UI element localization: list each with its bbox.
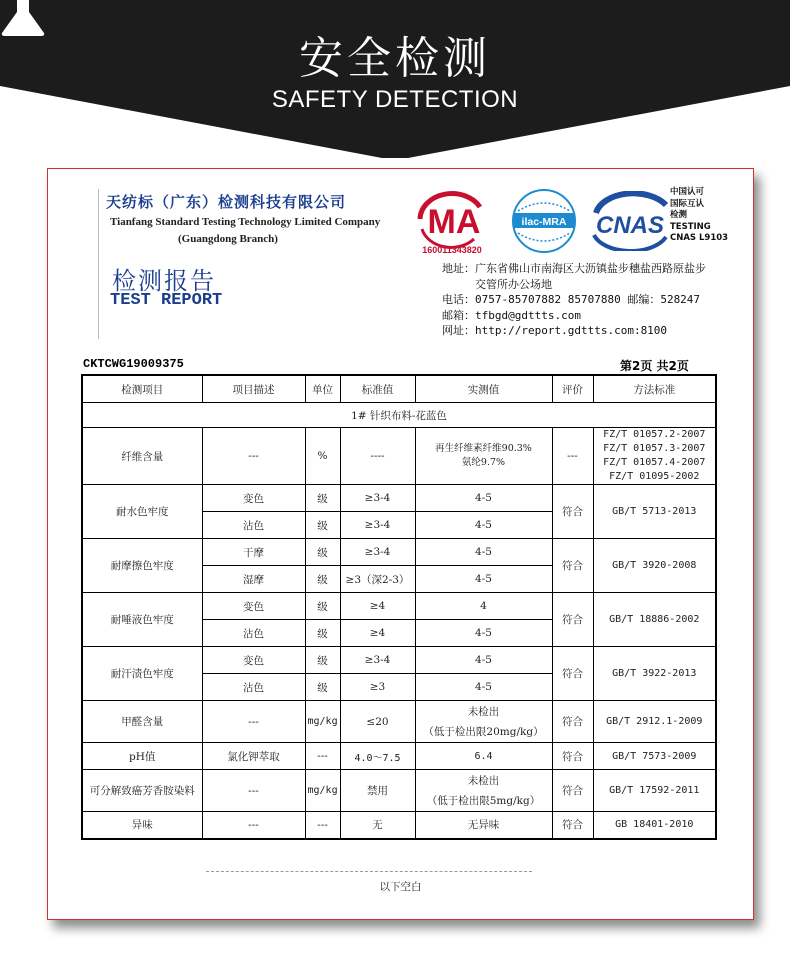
table-cell: GB 18401-2010 (593, 812, 716, 839)
text: 氨纶9.7% (461, 457, 506, 468)
header-cell: 项目描述 (202, 375, 305, 403)
table-cell: 耐摩擦色牢度 (82, 539, 202, 593)
table-cell: 级 (305, 593, 340, 620)
table-cell: 湿摩 (202, 566, 305, 593)
table-cell: mg/kg (305, 770, 340, 812)
table-cell: ≤20 (340, 701, 415, 743)
table-cell: ≥3-4 (340, 512, 415, 539)
report-title-en: TEST REPORT (110, 291, 223, 310)
table-cell: --- (305, 812, 340, 839)
table-row (82, 539, 716, 566)
table-cell: ≥3-4 (340, 485, 415, 512)
divider (98, 189, 99, 339)
table-cell: 符合 (552, 593, 593, 647)
table-cell: ≥3 (340, 674, 415, 701)
table-cell: 级 (305, 620, 340, 647)
contact-info (442, 261, 706, 339)
company-name-en: Tianfang Standard Testing Technology Limited Company (110, 216, 381, 228)
table-cell: 沾色 (202, 674, 305, 701)
table-cell (415, 428, 552, 485)
email: 邮箱：tfbgd@gdttts.com (442, 308, 581, 322)
text: 中国认可 (670, 187, 705, 197)
address-line-1: 地址：广东省佛山市南海区大沥镇盐步穗盐西路原盐步 (442, 262, 706, 275)
text: 检测 (670, 210, 688, 220)
table-cell: --- (305, 743, 340, 770)
table-cell: 4.0～7.5 (340, 743, 415, 770)
table-row (82, 647, 716, 674)
table-cell: GB/T 3922-2013 (593, 647, 716, 701)
phone: 电话：0757-85707882 85707880 邮编：528247 (442, 293, 701, 306)
table-cell: GB/T 18886-2002 (593, 593, 716, 647)
table-cell: GB/T 5713-2013 (593, 485, 716, 539)
table-cell: --- (202, 428, 305, 485)
table-cell: --- (202, 701, 305, 743)
table-cell: mg/kg (305, 701, 340, 743)
report-number: CKTCWG19009375 (83, 357, 184, 371)
text: CNAS L9103 (670, 233, 729, 243)
table-cell (415, 770, 552, 812)
table-cell: 沾色 (202, 620, 305, 647)
table-row (82, 403, 716, 428)
table-cell: 甲醛含量 (82, 701, 202, 743)
table-cell: 沾色 (202, 512, 305, 539)
ilac-logo-text: ilac-MRA (521, 216, 567, 228)
cma-logo-text: MA (427, 203, 481, 241)
header-cell: 标准值 (340, 375, 415, 403)
text: （低于检出限20mg/kg） (423, 725, 544, 738)
table-cell: 4-5 (415, 566, 552, 593)
table-cell: 符合 (552, 812, 593, 839)
table-cell: 禁用 (340, 770, 415, 812)
results-table (81, 374, 717, 840)
table-cell: 变色 (202, 593, 305, 620)
cnas-cert-text (670, 187, 728, 245)
table-cell: ---- (340, 428, 415, 485)
website: 网址：http://report.gdttts.com:8100 (442, 324, 668, 337)
page-title: 安全检测 (299, 33, 491, 84)
table-cell: 级 (305, 539, 340, 566)
table-cell: 4-5 (415, 512, 552, 539)
header-cell: 评价 (552, 375, 593, 403)
text: 未检出 (467, 774, 500, 787)
table-row (82, 743, 716, 770)
table-cell: GB/T 7573-2009 (593, 743, 716, 770)
table-row (82, 770, 716, 812)
table-cell: 无异味 (415, 812, 552, 839)
header-cell: 方法标准 (593, 375, 716, 403)
header-cell: 实测值 (415, 375, 552, 403)
table-cell: 符合 (552, 539, 593, 593)
table-cell: 符合 (552, 770, 593, 812)
table-cell (415, 701, 552, 743)
table-cell: 耐汗渍色牢度 (82, 647, 202, 701)
table-cell: 4-5 (415, 647, 552, 674)
table-cell: 耐水色牢度 (82, 485, 202, 539)
table-cell: 4-5 (415, 539, 552, 566)
table-cell: 可分解致癌芳香胺染料 (82, 770, 202, 812)
end-divider (206, 871, 532, 872)
table-cell: --- (202, 812, 305, 839)
table-cell: --- (202, 770, 305, 812)
table-cell: 级 (305, 485, 340, 512)
table-cell: 符合 (552, 701, 593, 743)
table-cell: 异味 (82, 812, 202, 839)
table-row (82, 485, 716, 512)
header-cell: 单位 (305, 375, 340, 403)
sample-section: 1# 针织布料-花蓝色 (82, 403, 716, 428)
text: 未检出 (467, 705, 500, 718)
page-info: 第2页 共2页 (620, 359, 689, 373)
table-cell: pH值 (82, 743, 202, 770)
table-cell: 变色 (202, 485, 305, 512)
table-cell: ≥3（深2-3） (340, 566, 415, 593)
cnas-logo (586, 191, 672, 251)
table-cell: 4 (415, 593, 552, 620)
table-header-row (82, 375, 716, 403)
table-cell: 6.4 (415, 743, 552, 770)
table-cell: GB/T 3920-2008 (593, 539, 716, 593)
address-line-2: 交管所办公场地 (475, 277, 552, 291)
banner (0, 0, 790, 158)
table-cell: 耐唾液色牢度 (82, 593, 202, 647)
text: TESTING (670, 221, 711, 232)
table-cell (593, 428, 716, 485)
text: FZ/T 01057.2-2007 (603, 429, 706, 440)
table-cell: GB/T 2912.1-2009 (593, 701, 716, 743)
text: 再生纤维素纤维90.3% (435, 443, 532, 454)
text: 国际互认 (670, 198, 705, 209)
table-cell: GB/T 17592-2011 (593, 770, 716, 812)
table-row (82, 428, 716, 485)
table-cell: 干摩 (202, 539, 305, 566)
table-cell: 级 (305, 647, 340, 674)
table-cell: ≥3-4 (340, 647, 415, 674)
table-cell: 4-5 (415, 620, 552, 647)
table-cell: 符合 (552, 647, 593, 701)
table-cell: % (305, 428, 340, 485)
ilac-mra-logo (510, 185, 578, 257)
report-title-cn: 检测报告 (112, 267, 216, 295)
table-row (82, 812, 716, 839)
table-cell: 级 (305, 566, 340, 593)
table-row (82, 701, 716, 743)
table-cell: 4-5 (415, 674, 552, 701)
table-cell: 级 (305, 512, 340, 539)
page-subtitle: SAFETY DETECTION (271, 86, 519, 113)
text: FZ/T 01095-2002 (609, 471, 700, 482)
table-cell: ≥3-4 (340, 539, 415, 566)
table-cell: 纤维含量 (82, 428, 202, 485)
table-cell: --- (552, 428, 593, 485)
table-row (82, 593, 716, 620)
cma-number: 160011343820 (422, 245, 482, 255)
company-branch: (Guangdong Branch) (178, 233, 278, 245)
text: （低于检出限5mg/kg） (426, 794, 541, 807)
text: FZ/T 01057.4-2007 (603, 457, 706, 468)
table-cell: 4-5 (415, 485, 552, 512)
company-name-cn: 天纺标（广东）检测科技有限公司 (106, 193, 347, 211)
blank-below-note: 以下空白 (379, 881, 422, 893)
table-cell: 变色 (202, 647, 305, 674)
table-cell: 级 (305, 674, 340, 701)
table-cell: 氯化钾萃取 (202, 743, 305, 770)
table-cell: 符合 (552, 743, 593, 770)
text: FZ/T 01057.3-2007 (603, 443, 706, 454)
table-cell: ≥4 (340, 620, 415, 647)
table-cell: ≥4 (340, 593, 415, 620)
table-cell: 无 (340, 812, 415, 839)
table-cell: 符合 (552, 485, 593, 539)
cnas-logo-text: CNAS (595, 212, 665, 239)
header-cell: 检测项目 (82, 375, 202, 403)
cma-logo (414, 189, 490, 255)
test-report-document (47, 168, 754, 920)
